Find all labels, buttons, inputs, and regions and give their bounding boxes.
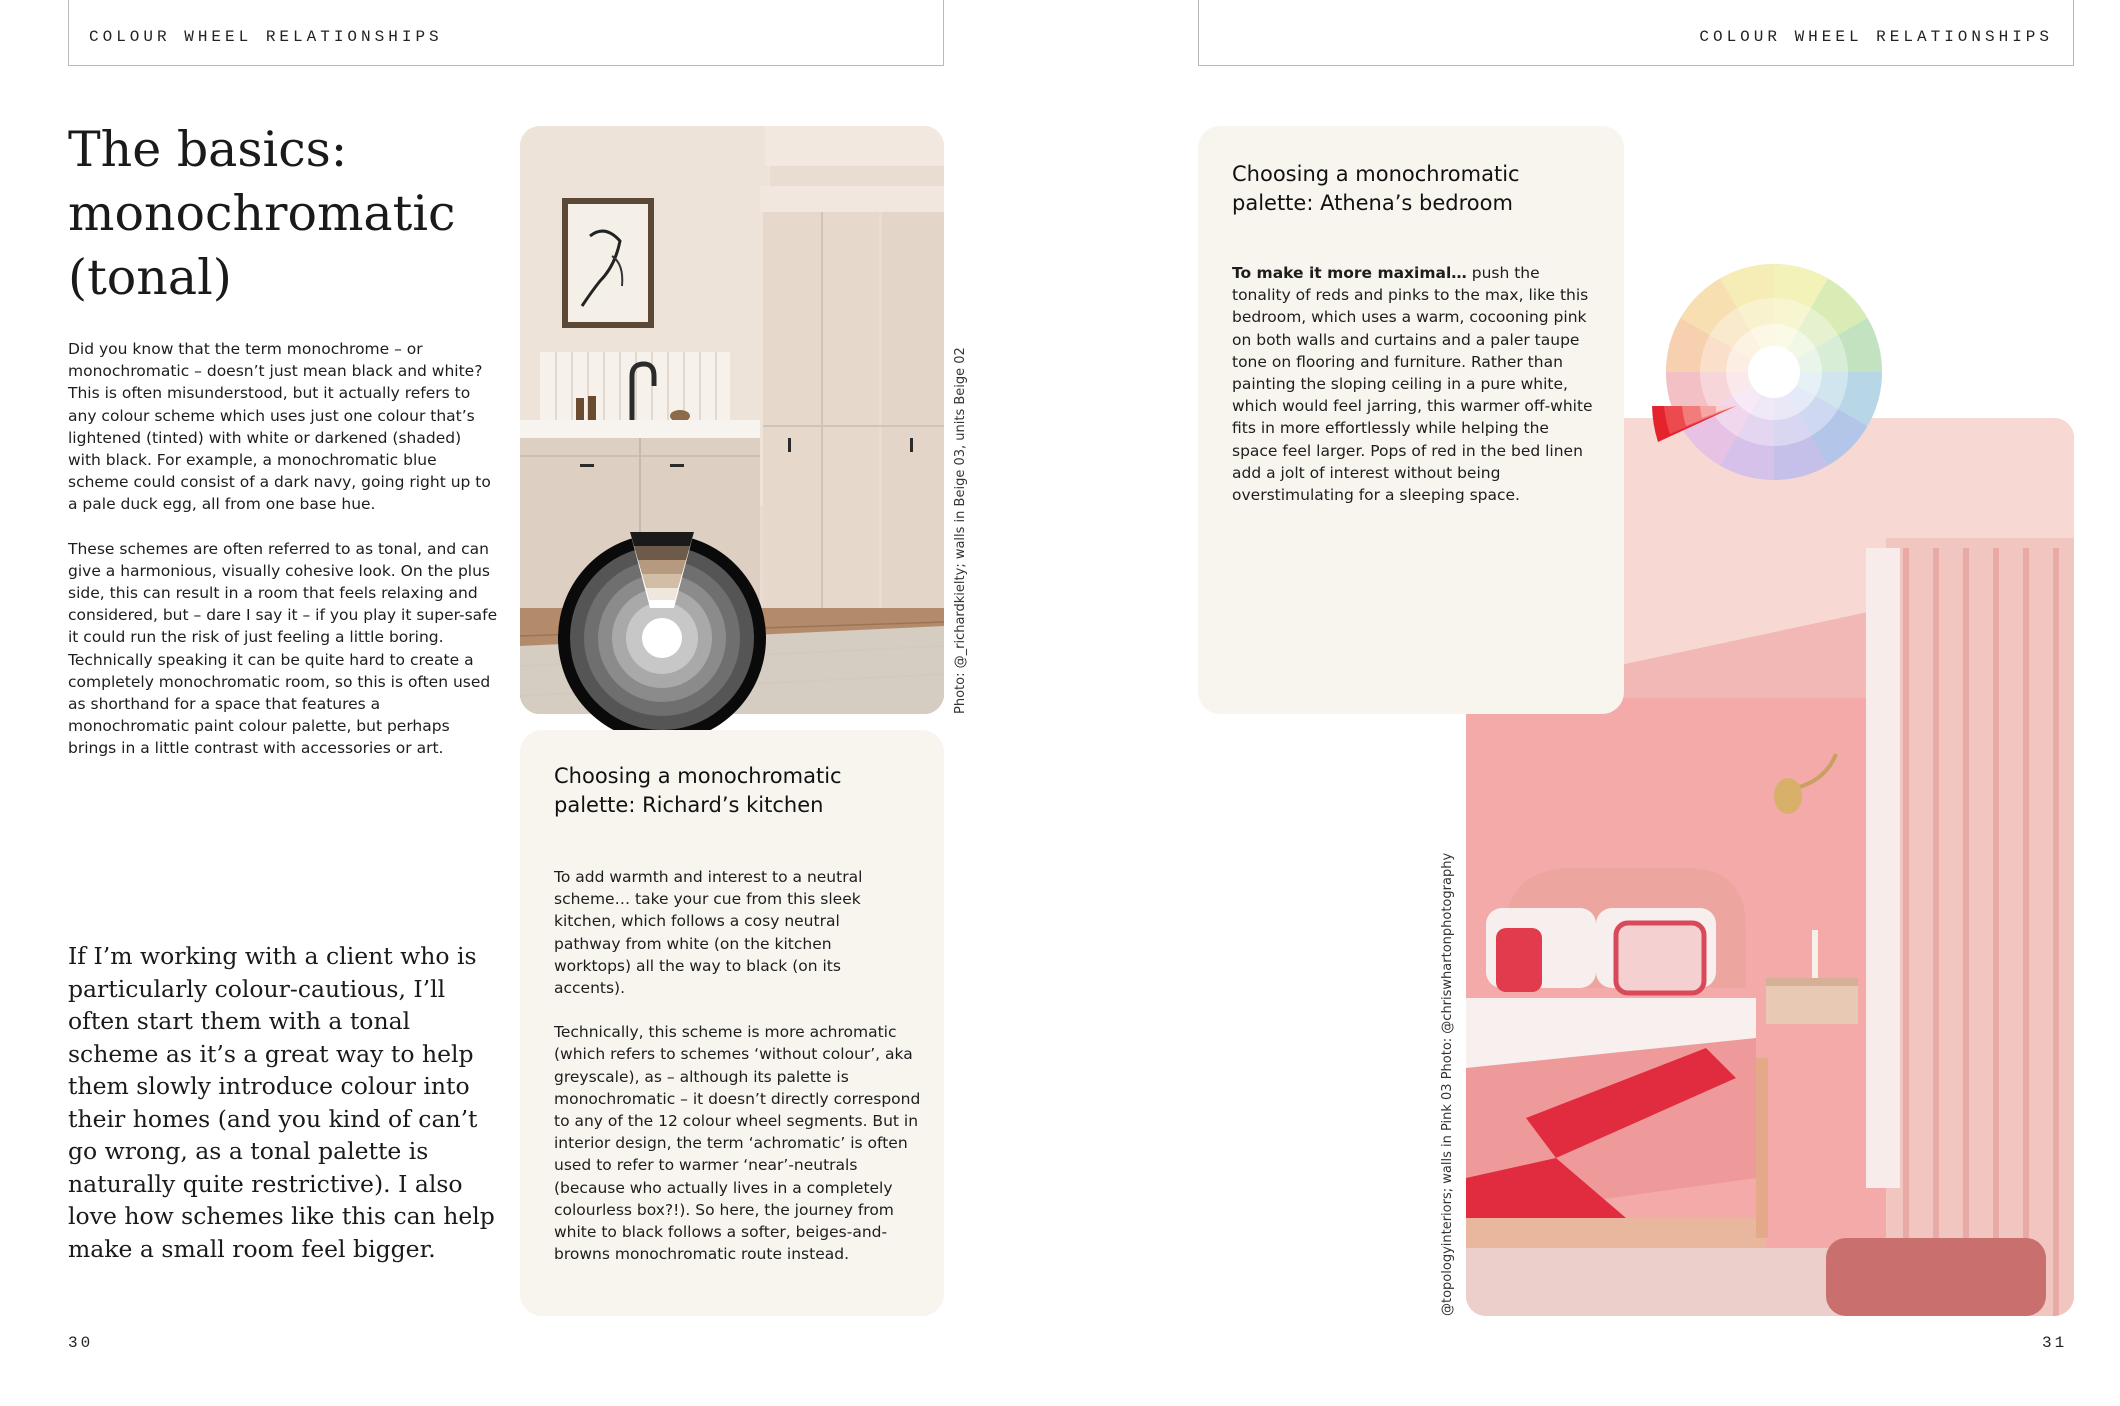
running-head-left <box>68 0 944 66</box>
title-line-2: monochromatic <box>68 185 456 242</box>
kitchen-card-text <box>554 866 924 1287</box>
kitchen-card <box>520 730 944 1316</box>
pink-colour-wheel <box>1650 262 1890 492</box>
bedroom-card-text <box>1232 262 1596 528</box>
pull-quote: If I’m working with a client who is particularly colour-cautious, I’ll often start them with a tonal scheme as it’s a great way to help them slowly introduce colour into their homes (and you kind of can’t go wrong, as a tonal palette is naturally quite restrictive). I also love how schemes like this can help make a small room feel bigger. <box>68 942 495 1263</box>
page-number-right: 31 <box>2042 1334 2068 1352</box>
kitchen-card-heading: Choosing a monochromatic palette: Richard’s kitchen <box>554 764 842 817</box>
greyscale-colour-wheel <box>556 522 768 754</box>
bedroom-card <box>1198 126 1624 714</box>
intro-body <box>68 338 498 782</box>
title-line-1: The basics: <box>68 121 348 178</box>
running-head-left-text: COLOUR WHEEL RELATIONSHIPS <box>89 28 443 46</box>
bedroom-card-heading: Choosing a monochromatic palette: Athena’s bedroom <box>1232 162 1520 215</box>
page-number-left: 30 <box>68 1334 94 1352</box>
running-head-right-text: COLOUR WHEEL RELATIONSHIPS <box>1699 28 2053 46</box>
title-line-3: (tonal) <box>68 249 232 306</box>
bedroom-card-paragraph: push the tonality of reds and pinks to the max, like this bedroom, which uses a warm, cocooning pink on both walls and curtains and a paler taupe tone on flooring and furniture. Rather than painting the sloping ceiling in a pure white, which would feel jarring, this warmer off-white fits in more effortlessly while helping the space feel larger. Pops of red in the bed linen add a jolt of interest without being overstimulating for a sleeping space. <box>1232 264 1593 505</box>
kitchen-card-paragraph-2: Technically, this scheme is more achromatic (which refers to schemes ‘without colour’, aka greyscale), as – although its palette is monochromatic – it doesn’t directly correspond to any of the 12 colour wheel segments. But in interior design, the term ‘achromatic’ is often used to refer to warmer ‘near’-neutrals (because who actually lives in a completely colourless box?!). So here, the journey from white to black follows a softer, beiges-and-browns monochromatic route instead. <box>554 1023 921 1264</box>
body-paragraph-2: These schemes are often referred to as tonal, and can give a harmonious, visually cohesive look. On the plus side, this can result in a room that feels relaxing and considered, but – dare I say it – if you play it super-safe it could run the risk of just feeling a little boring. Technically speaking it can be quite hard to create a completely monochromatic room, so this is often used as shorthand for a space that features a monochromatic paint colour palette, but perhaps brings in a little contrast with accessories or art. <box>68 539 498 758</box>
kitchen-photo-credit: Photo: @_richardkielty; walls in Beige 03, units Beige 02 <box>953 347 968 714</box>
bedroom-card-lead: To make it more maximal… <box>1232 264 1467 282</box>
kitchen-card-paragraph-1: To add warmth and interest to a neutral scheme… take your cue from this sleek kitchen, which follows a cosy neutral pathway from white (on the kitchen worktops) all the way to black (on its accents). <box>554 868 863 998</box>
running-head-right <box>1198 0 2074 66</box>
body-paragraph-1: Did you know that the term monochrome – or monochromatic – doesn’t just mean black and white? This is often misunderstood, but it actually refers to any colour scheme which uses just one colour that’s lightened (tinted) with white or darkened (shaded) with black. For example, a monochromatic blue scheme could consist of a dark navy, going right up to a pale duck egg, all from one base hue. <box>68 340 491 514</box>
bedroom-photo-credit: @topologyinteriors; walls in Pink 03 Photo: @chriswhartonphotography <box>1440 852 1455 1316</box>
page-title <box>68 118 488 310</box>
